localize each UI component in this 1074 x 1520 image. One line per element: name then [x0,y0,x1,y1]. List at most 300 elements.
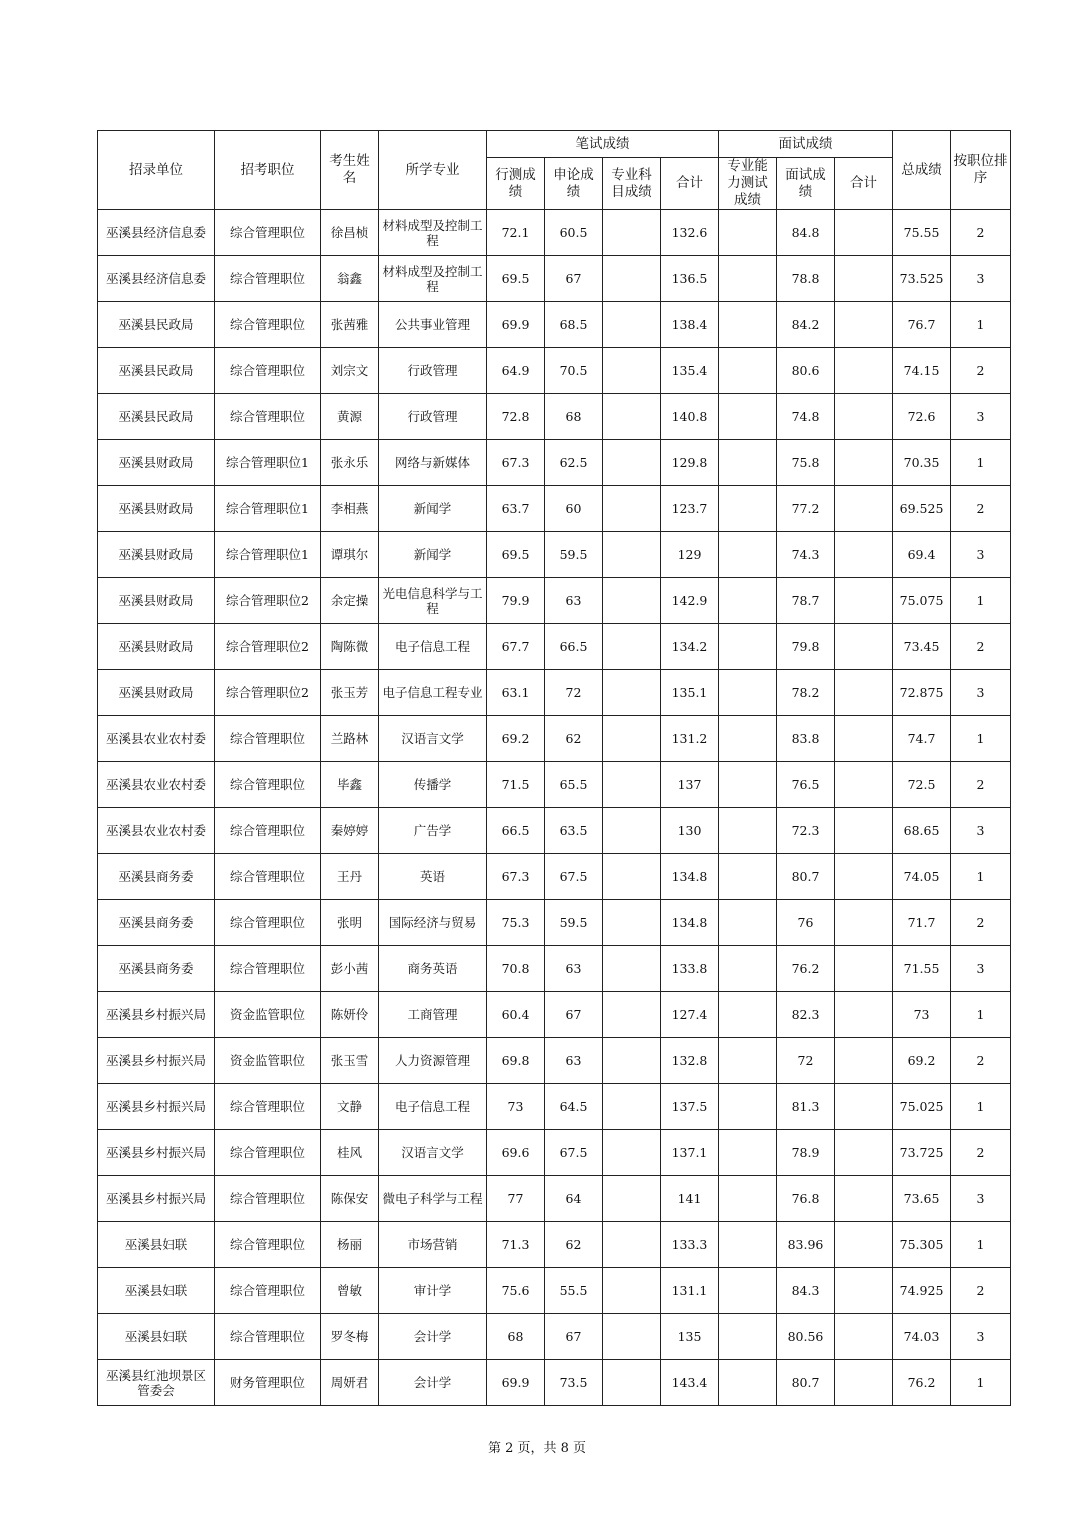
header-rank: 按职位排序 [951,131,1011,210]
cell-written-total: 133.8 [661,946,719,992]
cell-major: 广告学 [379,808,487,854]
cell-interview-total [835,854,893,900]
cell-interview-total [835,256,893,302]
cell-position: 综合管理职位1 [215,440,321,486]
cell-written-total: 134.2 [661,624,719,670]
cell-rank: 1 [951,302,1011,348]
cell-xingce: 60.4 [487,992,545,1038]
cell-interview-score: 74.3 [777,532,835,578]
cell-name: 文静 [321,1084,379,1130]
cell-total: 74.05 [893,854,951,900]
cell-position: 综合管理职位2 [215,670,321,716]
cell-shenlun: 55.5 [545,1268,603,1314]
cell-total: 69.4 [893,532,951,578]
cell-unit: 巫溪县乡村振兴局 [98,1038,215,1084]
cell-name: 徐昌桢 [321,210,379,256]
cell-xingce: 69.5 [487,256,545,302]
cell-total: 73.725 [893,1130,951,1176]
cell-position: 综合管理职位 [215,1268,321,1314]
cell-position: 综合管理职位 [215,256,321,302]
cell-written-total: 131.1 [661,1268,719,1314]
cell-written-total: 131.2 [661,716,719,762]
cell-written-total: 138.4 [661,302,719,348]
cell-interview-score: 76.2 [777,946,835,992]
cell-interview-total [835,1314,893,1360]
table-row [98,1038,1011,1084]
cell-xingce: 71.3 [487,1222,545,1268]
cell-interview-score: 80.56 [777,1314,835,1360]
cell-total: 72.6 [893,394,951,440]
cell-ability-test [719,1268,777,1314]
cell-rank: 3 [951,946,1011,992]
cell-position: 综合管理职位 [215,1176,321,1222]
cell-shenlun: 67.5 [545,1130,603,1176]
cell-name: 杨丽 [321,1222,379,1268]
cell-interview-score: 84.2 [777,302,835,348]
cell-ability-test [719,854,777,900]
cell-unit: 巫溪县商务委 [98,854,215,900]
cell-name: 王丹 [321,854,379,900]
table-row [98,808,1011,854]
cell-xingce: 70.8 [487,946,545,992]
header-total: 总成绩 [893,131,951,210]
cell-major: 国际经济与贸易 [379,900,487,946]
cell-name: 张茜雅 [321,302,379,348]
cell-position: 综合管理职位 [215,1222,321,1268]
table-row [98,256,1011,302]
table-row [98,1084,1011,1130]
table-row [98,762,1011,808]
cell-xingce: 68 [487,1314,545,1360]
cell-interview-total [835,1222,893,1268]
table-row [98,1222,1011,1268]
cell-interview-score: 76.5 [777,762,835,808]
cell-interview-total [835,440,893,486]
cell-name: 周妍君 [321,1360,379,1406]
cell-major: 汉语言文学 [379,716,487,762]
cell-interview-score: 76 [777,900,835,946]
table-row [98,1176,1011,1222]
cell-name: 张明 [321,900,379,946]
header-interview-group: 面试成绩 [719,131,893,158]
cell-written-total: 133.3 [661,1222,719,1268]
cell-interview-score: 84.8 [777,210,835,256]
cell-position: 综合管理职位 [215,210,321,256]
header-interview-score: 面试成绩 [777,158,835,210]
cell-written-total: 127.4 [661,992,719,1038]
cell-major: 网络与新媒体 [379,440,487,486]
cell-unit: 巫溪县乡村振兴局 [98,1130,215,1176]
cell-rank: 3 [951,394,1011,440]
cell-professional-subject [603,1222,661,1268]
cell-rank: 2 [951,210,1011,256]
cell-major: 会计学 [379,1360,487,1406]
cell-professional-subject [603,440,661,486]
cell-rank: 3 [951,808,1011,854]
cell-position: 综合管理职位1 [215,486,321,532]
cell-interview-score: 80.7 [777,854,835,900]
cell-ability-test [719,440,777,486]
cell-professional-subject [603,348,661,394]
cell-interview-total [835,532,893,578]
cell-written-total: 132.8 [661,1038,719,1084]
cell-shenlun: 62 [545,716,603,762]
header-written-total: 合计 [661,158,719,210]
table-row [98,532,1011,578]
cell-name: 曾敏 [321,1268,379,1314]
cell-rank: 2 [951,624,1011,670]
cell-interview-score: 83.96 [777,1222,835,1268]
table-row [98,624,1011,670]
cell-written-total: 123.7 [661,486,719,532]
cell-name: 彭小茜 [321,946,379,992]
cell-xingce: 66.5 [487,808,545,854]
cell-position: 综合管理职位1 [215,532,321,578]
cell-interview-total [835,348,893,394]
cell-interview-total [835,486,893,532]
cell-unit: 巫溪县妇联 [98,1314,215,1360]
cell-interview-score: 72.3 [777,808,835,854]
header-unit: 招录单位 [98,131,215,210]
cell-name: 秦婷婷 [321,808,379,854]
table-body [98,210,1011,1406]
cell-interview-total [835,808,893,854]
cell-professional-subject [603,1038,661,1084]
cell-name: 陈妍伶 [321,992,379,1038]
cell-name: 兰路林 [321,716,379,762]
cell-shenlun: 62.5 [545,440,603,486]
table-row [98,210,1011,256]
cell-interview-score: 75.8 [777,440,835,486]
cell-unit: 巫溪县民政局 [98,394,215,440]
cell-shenlun: 67 [545,256,603,302]
cell-major: 传播学 [379,762,487,808]
cell-total: 75.55 [893,210,951,256]
cell-major: 材料成型及控制工程 [379,256,487,302]
cell-ability-test [719,992,777,1038]
cell-total: 75.075 [893,578,951,624]
cell-written-total: 140.8 [661,394,719,440]
cell-shenlun: 60 [545,486,603,532]
cell-major: 人力资源管理 [379,1038,487,1084]
cell-rank: 1 [951,1360,1011,1406]
cell-ability-test [719,1176,777,1222]
cell-written-total: 132.6 [661,210,719,256]
cell-position: 综合管理职位 [215,716,321,762]
table-row [98,716,1011,762]
cell-xingce: 73 [487,1084,545,1130]
cell-rank: 2 [951,762,1011,808]
cell-shenlun: 66.5 [545,624,603,670]
cell-major: 会计学 [379,1314,487,1360]
cell-major: 光电信息科学与工程 [379,578,487,624]
table-row [98,854,1011,900]
cell-xingce: 69.9 [487,302,545,348]
table-row [98,394,1011,440]
cell-total: 74.03 [893,1314,951,1360]
cell-rank: 3 [951,1314,1011,1360]
table-row [98,302,1011,348]
cell-position: 综合管理职位2 [215,578,321,624]
cell-shenlun: 59.5 [545,900,603,946]
cell-unit: 巫溪县乡村振兴局 [98,1176,215,1222]
header-shenlun: 申论成绩 [545,158,603,210]
cell-interview-total [835,946,893,992]
table-row [98,486,1011,532]
cell-ability-test [719,762,777,808]
cell-name: 桂风 [321,1130,379,1176]
header-position: 招考职位 [215,131,321,210]
table-row [98,1268,1011,1314]
cell-interview-score: 78.2 [777,670,835,716]
cell-total: 73 [893,992,951,1038]
cell-rank: 2 [951,1130,1011,1176]
cell-professional-subject [603,532,661,578]
cell-unit: 巫溪县红池坝景区管委会 [98,1360,215,1406]
cell-unit: 巫溪县妇联 [98,1268,215,1314]
cell-position: 财务管理职位 [215,1360,321,1406]
table-row [98,1130,1011,1176]
cell-interview-total [835,1038,893,1084]
cell-shenlun: 65.5 [545,762,603,808]
table-header [98,131,1011,210]
cell-xingce: 64.9 [487,348,545,394]
cell-total: 76.2 [893,1360,951,1406]
cell-interview-total [835,1360,893,1406]
cell-total: 72.875 [893,670,951,716]
cell-rank: 2 [951,1038,1011,1084]
cell-major: 市场营销 [379,1222,487,1268]
cell-professional-subject [603,670,661,716]
cell-xingce: 67.7 [487,624,545,670]
cell-ability-test [719,532,777,578]
cell-major: 微电子科学与工程 [379,1176,487,1222]
cell-interview-score: 74.8 [777,394,835,440]
cell-rank: 1 [951,716,1011,762]
cell-major: 电子信息工程专业 [379,670,487,716]
cell-xingce: 63.1 [487,670,545,716]
cell-shenlun: 68 [545,394,603,440]
cell-unit: 巫溪县商务委 [98,946,215,992]
cell-shenlun: 63.5 [545,808,603,854]
cell-ability-test [719,900,777,946]
cell-interview-total [835,394,893,440]
cell-total: 75.305 [893,1222,951,1268]
cell-written-total: 129 [661,532,719,578]
cell-major: 英语 [379,854,487,900]
cell-position: 综合管理职位2 [215,624,321,670]
cell-name: 余定操 [321,578,379,624]
cell-position: 综合管理职位 [215,946,321,992]
cell-interview-score: 79.8 [777,624,835,670]
cell-xingce: 77 [487,1176,545,1222]
cell-professional-subject [603,854,661,900]
cell-xingce: 72.1 [487,210,545,256]
cell-rank: 2 [951,486,1011,532]
cell-ability-test [719,256,777,302]
cell-name: 谭琪尔 [321,532,379,578]
cell-interview-total [835,578,893,624]
cell-total: 68.65 [893,808,951,854]
table-row [98,578,1011,624]
cell-interview-total [835,210,893,256]
cell-interview-score: 76.8 [777,1176,835,1222]
cell-interview-score: 83.8 [777,716,835,762]
cell-written-total: 135 [661,1314,719,1360]
cell-name: 翁鑫 [321,256,379,302]
cell-interview-total [835,670,893,716]
cell-position: 综合管理职位 [215,1084,321,1130]
cell-shenlun: 68.5 [545,302,603,348]
cell-interview-score: 80.6 [777,348,835,394]
cell-total: 76.7 [893,302,951,348]
cell-total: 71.7 [893,900,951,946]
header-written-group: 笔试成绩 [487,131,719,158]
cell-major: 电子信息工程 [379,624,487,670]
cell-shenlun: 63 [545,578,603,624]
cell-rank: 1 [951,1222,1011,1268]
cell-name: 陶陈微 [321,624,379,670]
cell-position: 综合管理职位 [215,762,321,808]
cell-unit: 巫溪县商务委 [98,900,215,946]
cell-xingce: 69.6 [487,1130,545,1176]
table-row [98,440,1011,486]
cell-unit: 巫溪县财政局 [98,578,215,624]
cell-rank: 2 [951,1268,1011,1314]
cell-interview-total [835,1130,893,1176]
cell-interview-total [835,1084,893,1130]
cell-total: 74.925 [893,1268,951,1314]
cell-written-total: 141 [661,1176,719,1222]
cell-interview-score: 84.3 [777,1268,835,1314]
score-table-container [97,130,1011,1406]
cell-shenlun: 63 [545,946,603,992]
cell-professional-subject [603,762,661,808]
cell-xingce: 75.3 [487,900,545,946]
cell-professional-subject [603,302,661,348]
cell-unit: 巫溪县财政局 [98,532,215,578]
cell-unit: 巫溪县民政局 [98,302,215,348]
table-row [98,1360,1011,1406]
cell-total: 74.15 [893,348,951,394]
cell-professional-subject [603,1084,661,1130]
cell-rank: 2 [951,900,1011,946]
cell-name: 罗冬梅 [321,1314,379,1360]
cell-major: 工商管理 [379,992,487,1038]
cell-ability-test [719,1222,777,1268]
cell-written-total: 134.8 [661,854,719,900]
cell-xingce: 67.3 [487,440,545,486]
cell-rank: 1 [951,440,1011,486]
table-row [98,992,1011,1038]
cell-xingce: 71.5 [487,762,545,808]
cell-rank: 1 [951,1084,1011,1130]
cell-xingce: 75.6 [487,1268,545,1314]
cell-professional-subject [603,1314,661,1360]
cell-written-total: 135.4 [661,348,719,394]
cell-professional-subject [603,1360,661,1406]
cell-shenlun: 64 [545,1176,603,1222]
cell-total: 73.525 [893,256,951,302]
table-row [98,1314,1011,1360]
cell-major: 审计学 [379,1268,487,1314]
cell-rank: 3 [951,1176,1011,1222]
cell-interview-score: 77.2 [777,486,835,532]
cell-xingce: 69.2 [487,716,545,762]
cell-shenlun: 64.5 [545,1084,603,1130]
cell-professional-subject [603,900,661,946]
cell-interview-total [835,302,893,348]
cell-position: 综合管理职位 [215,348,321,394]
cell-name: 毕鑫 [321,762,379,808]
cell-total: 69.525 [893,486,951,532]
page-footer: 第 2 页，共 8 页 [487,1441,587,1456]
cell-unit: 巫溪县乡村振兴局 [98,1084,215,1130]
cell-position: 综合管理职位 [215,854,321,900]
cell-rank: 1 [951,578,1011,624]
cell-shenlun: 67 [545,992,603,1038]
cell-rank: 1 [951,854,1011,900]
header-ability-test: 专业能力测试成绩 [719,158,777,210]
cell-unit: 巫溪县民政局 [98,348,215,394]
cell-xingce: 69.5 [487,532,545,578]
cell-professional-subject [603,1130,661,1176]
cell-written-total: 142.9 [661,578,719,624]
cell-ability-test [719,1130,777,1176]
cell-shenlun: 67.5 [545,854,603,900]
cell-position: 综合管理职位 [215,394,321,440]
cell-unit: 巫溪县农业农村委 [98,716,215,762]
cell-major: 公共事业管理 [379,302,487,348]
cell-major: 行政管理 [379,394,487,440]
cell-written-total: 129.8 [661,440,719,486]
cell-total: 71.55 [893,946,951,992]
cell-position: 综合管理职位 [215,302,321,348]
cell-major: 电子信息工程 [379,1084,487,1130]
cell-shenlun: 72 [545,670,603,716]
cell-unit: 巫溪县财政局 [98,486,215,532]
cell-name: 李相燕 [321,486,379,532]
cell-shenlun: 67 [545,1314,603,1360]
cell-written-total: 137.5 [661,1084,719,1130]
cell-name: 陈保安 [321,1176,379,1222]
cell-total: 70.35 [893,440,951,486]
cell-unit: 巫溪县财政局 [98,440,215,486]
cell-xingce: 69.8 [487,1038,545,1084]
cell-xingce: 67.3 [487,854,545,900]
cell-ability-test [719,210,777,256]
header-interview-total: 合计 [835,158,893,210]
cell-ability-test [719,716,777,762]
cell-unit: 巫溪县财政局 [98,670,215,716]
cell-ability-test [719,394,777,440]
header-xingce: 行测成绩 [487,158,545,210]
cell-shenlun: 70.5 [545,348,603,394]
cell-shenlun: 60.5 [545,210,603,256]
cell-shenlun: 62 [545,1222,603,1268]
cell-shenlun: 59.5 [545,532,603,578]
header-major: 所学专业 [379,131,487,210]
cell-written-total: 136.5 [661,256,719,302]
cell-xingce: 63.7 [487,486,545,532]
cell-interview-score: 78.8 [777,256,835,302]
cell-professional-subject [603,716,661,762]
cell-interview-score: 78.7 [777,578,835,624]
cell-interview-score: 82.3 [777,992,835,1038]
cell-professional-subject [603,578,661,624]
score-table [97,130,1011,1406]
cell-unit: 巫溪县乡村振兴局 [98,992,215,1038]
